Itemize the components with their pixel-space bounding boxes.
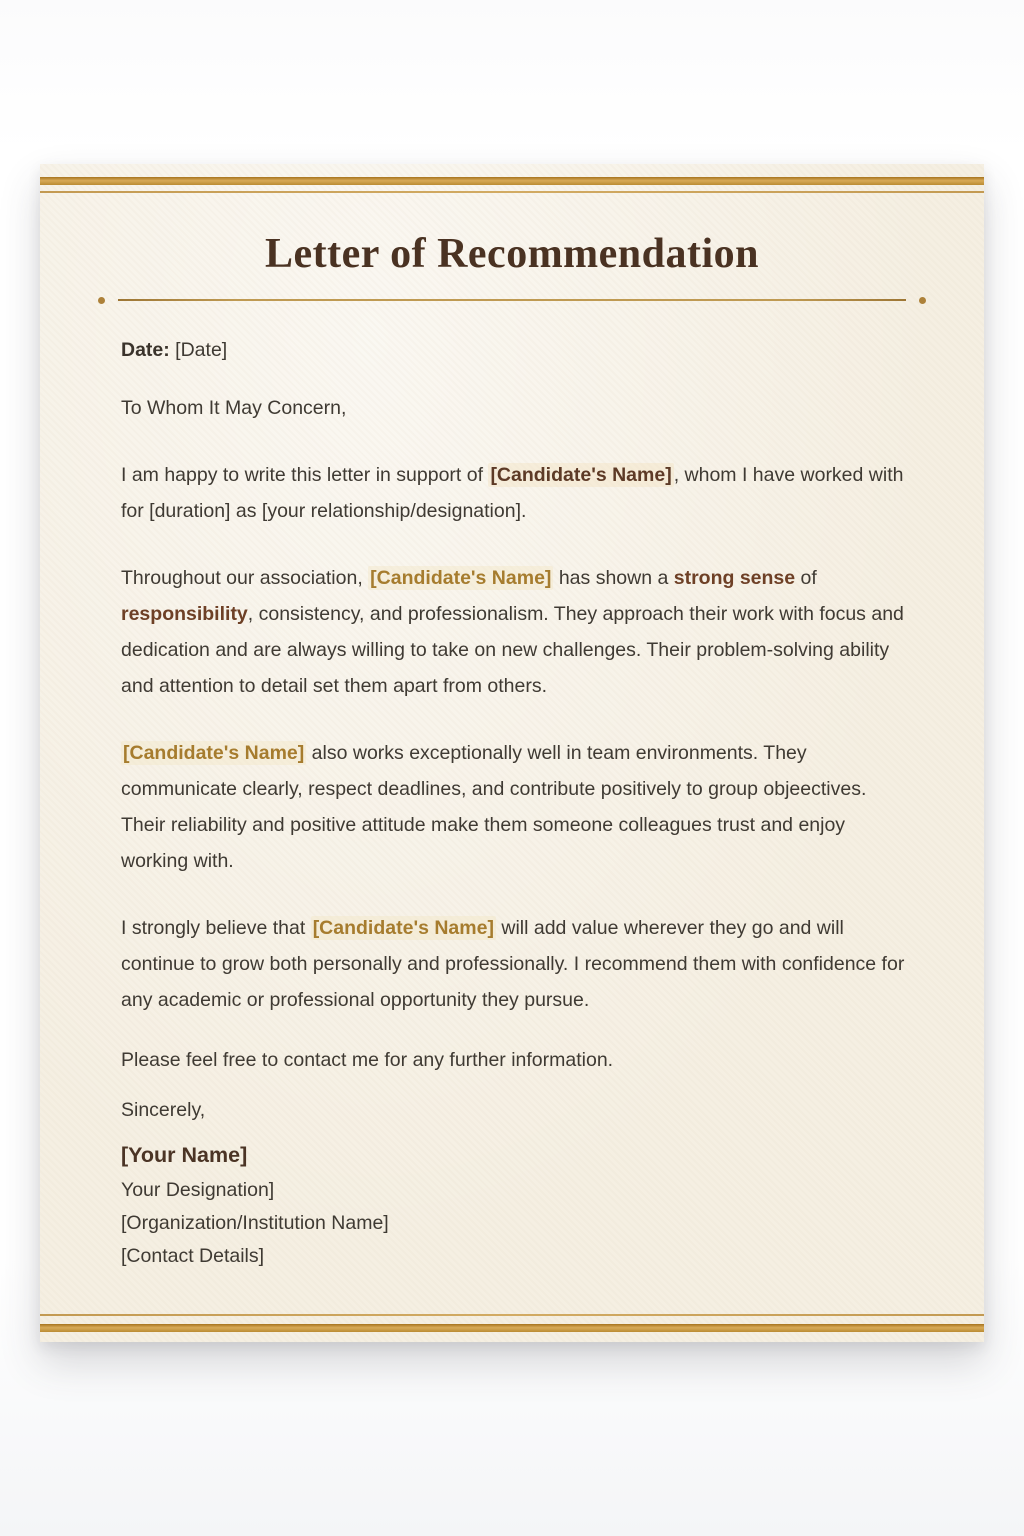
signature-block [121, 1138, 908, 1273]
signature-designation: Your Designation] [121, 1179, 275, 1201]
paragraph-intro [121, 457, 908, 529]
letter-title: Letter of Recommendation [264, 231, 760, 277]
signoff: Sincerely, [121, 1099, 206, 1121]
paragraph-intro-text-2: , whom I have worked with for [duration] as [your relationship/designation]. [121, 464, 904, 522]
date-value: [Date] [169, 339, 228, 361]
bottom-border-thick-line [40, 1324, 984, 1332]
signature-organization: [Organization/Institution Name] [121, 1212, 389, 1234]
paragraph-qualities-text: Throughout our association, [121, 567, 369, 589]
date-line [121, 332, 908, 368]
paragraph-qualities [121, 560, 908, 704]
candidate-name-placeholder: [Candidate's Name] [312, 917, 494, 939]
paragraph-qualities-text-4: , consistency, and professionalism. They approach their work with focus and dedication and are always willing to take on new challenges. Their problem-solving ability and attention to detail set them apart from others. [121, 603, 904, 697]
top-border-thick-line [40, 177, 984, 185]
paragraph-qualities-text-2: has shown a [553, 567, 674, 589]
paragraph-teamwork-text: also works exceptionally well in team environments. They communicate clearly, respect deadlines, and contribute positively to group objeectives. Their reliability and positive attitude make them someone colleagues trust and enjoy working with. [121, 742, 867, 872]
paragraph-teamwork [121, 735, 908, 879]
paragraph-intro-text: I am happy to write this letter in support of [121, 464, 489, 486]
divider-left-dot [98, 297, 105, 304]
emphasis-strong-sense: strong sense [673, 567, 796, 589]
title-divider [98, 296, 926, 304]
paragraph-endorsement-text: I strongly believe that [121, 917, 311, 939]
candidate-name-placeholder: [Candidate's Name] [123, 742, 305, 764]
divider-right-dot [919, 297, 926, 304]
top-border-thin-line [40, 191, 984, 193]
letter-paper [40, 164, 984, 1342]
salutation: To Whom It May Concern, [121, 397, 347, 419]
bottom-border-thin-line [40, 1314, 984, 1316]
paragraph-endorsement [121, 910, 908, 1018]
emphasis-responsibility: responsibility [121, 603, 248, 625]
date-label: Date: [121, 339, 170, 361]
closing-note: Please feel free to contact me for any further information. [121, 1049, 614, 1071]
paragraph-endorsement-text-2: will add value wherever they go and will continue to grow both personally and professionally. I recommend them with confidence for any academic or professional opportunity they pursue. [121, 917, 905, 1011]
signature-name: [Your Name] [121, 1143, 248, 1167]
signature-contact: [Contact Details] [121, 1245, 265, 1267]
paragraph-qualities-text-3: of [795, 567, 817, 589]
divider-line [118, 299, 906, 301]
letter-body [40, 332, 984, 1273]
candidate-name-placeholder: [Candidate's Name] [370, 567, 552, 589]
candidate-name-placeholder: [Candidate's Name] [490, 464, 672, 486]
